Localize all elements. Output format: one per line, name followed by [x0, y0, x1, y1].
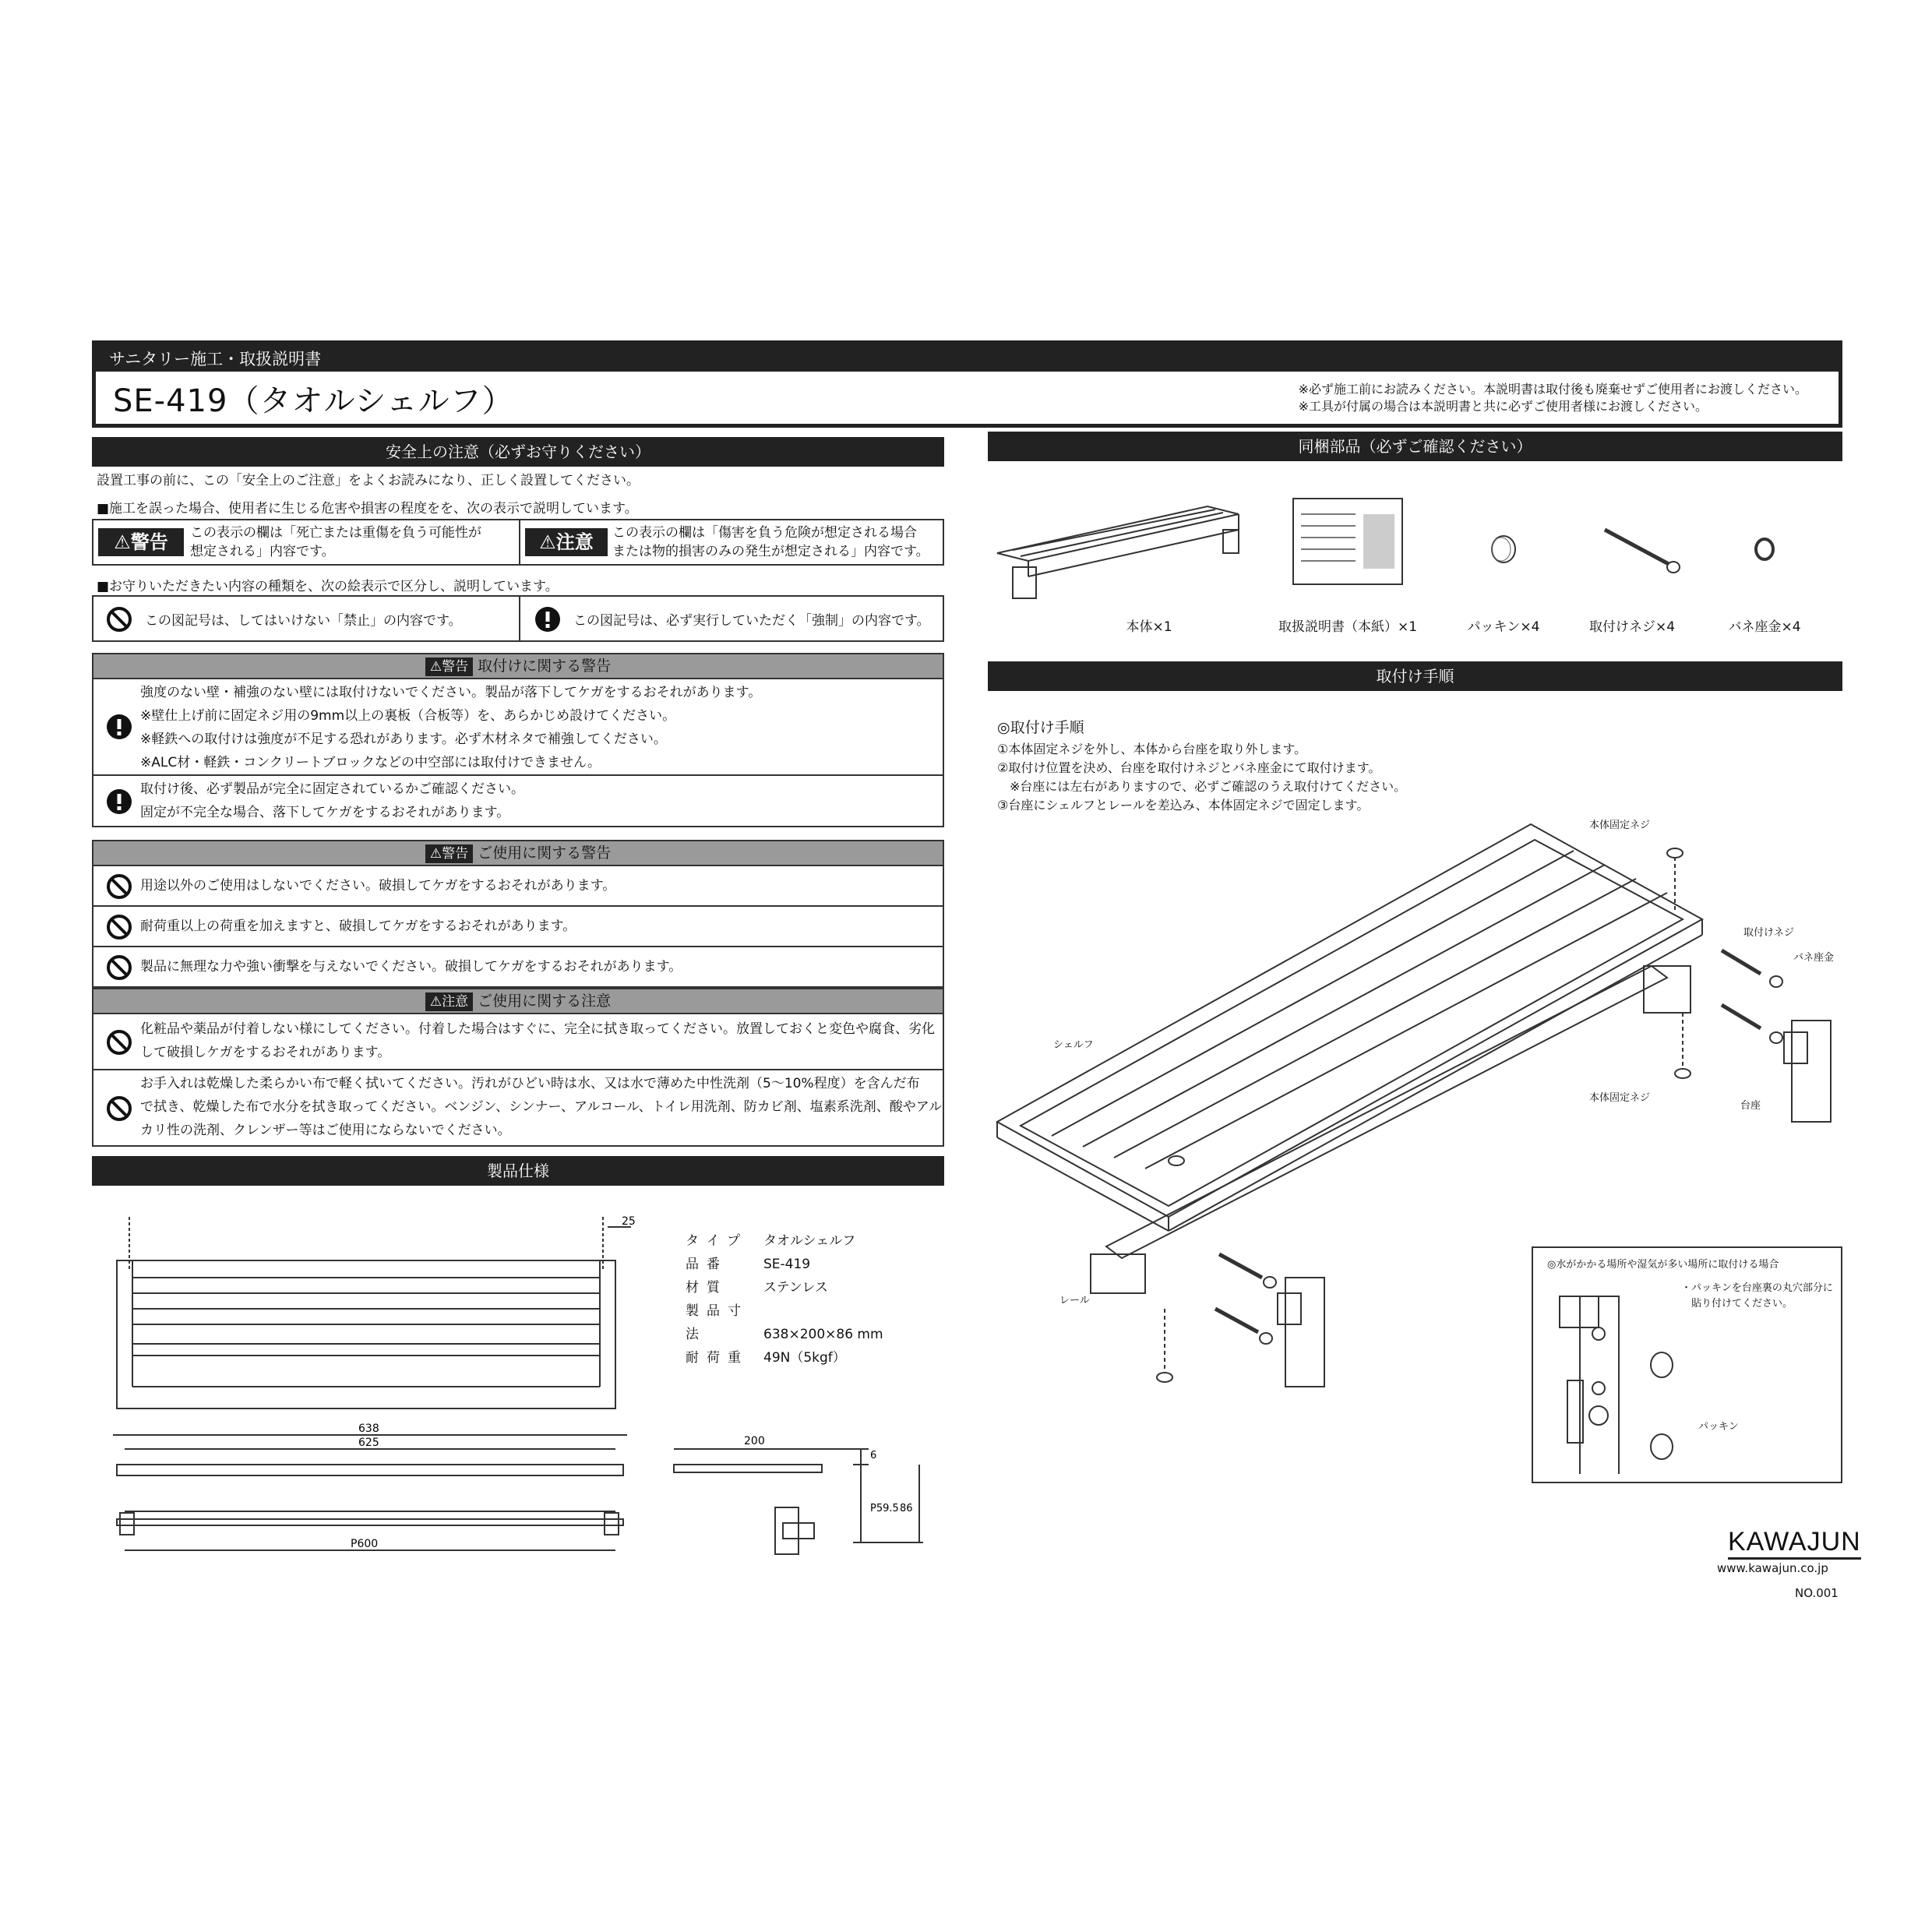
- use-caution-text-2: [140, 1072, 942, 1142]
- install-warning-row-1: [92, 679, 944, 776]
- caution-desc-line1: この表示の欄は「傷害を負う危険が想定される場合: [612, 525, 917, 541]
- text-line: 固定が不完全な場合、落下してケガをするおそれがあります。: [140, 805, 510, 820]
- brand-logo: KAWAJUN: [1728, 1527, 1861, 1560]
- text-line: 強度のない壁・補強のない壁には取付けないでください。製品が落下してケガをするおそれがあります。: [140, 685, 762, 700]
- label-mount-screw: 取付けネジ: [1743, 927, 1795, 939]
- prohibit-description: この図記号は、してはいけない「禁止」の内容です。: [145, 613, 462, 629]
- caution-description: [612, 524, 929, 561]
- use-warning-row-2: [92, 907, 944, 947]
- install-steps: [997, 718, 1406, 815]
- text-line: で拭き、乾燥した布で水分を拭き取ってください。ベンジン、シンナー、アルコール、トイレ用洗剤、防カビ剤、塩素系洗剤、酸やアル: [140, 1099, 943, 1115]
- install-warning-text-1: [140, 681, 761, 774]
- install-warning-title: 取付けに関する警告: [478, 658, 612, 675]
- spec-value: ステンレス: [763, 1280, 828, 1296]
- text-line: 化粧品や薬品が付着しない様にしてください。付着した場合はすぐに、完全に拭き取ってください。放置しておくと変色や腐食、劣化: [140, 1021, 935, 1037]
- install-step-2: ②取付け位置を決め、台座を取付けネジとバネ座金にて取付けます。: [997, 760, 1381, 775]
- part-body-illustration: [989, 499, 1246, 608]
- inset-line-3: 貼り付けてください。: [1681, 1298, 1793, 1310]
- prohibit-icon: [106, 954, 132, 981]
- dim-200: 200: [744, 1435, 765, 1447]
- part-label-body: 本体×1: [1126, 619, 1172, 635]
- inset-line-1: ◎水がかかる場所や湿気が多い場所に取付ける場合: [1547, 1259, 1779, 1271]
- use-warning-text-2: 耐荷重以上の荷重を加えますと、破損してケガをするおそれがあります。: [140, 918, 576, 934]
- prohibit-icon: [106, 914, 132, 940]
- spec-value: 638×200×86 mm: [763, 1327, 883, 1342]
- prohibit-icon: [106, 606, 132, 633]
- use-caution-heading: [92, 988, 944, 1014]
- text-line: ※壁仕上げ前に固定ネジ用の9mm以上の裏板（合板等）を、あらかじめ設けてください。: [140, 708, 676, 724]
- document-category-bar: [92, 340, 1842, 372]
- header-note-2: ※工具が付属の場合は本説明書と共に必ずご使用者様にお渡しください。: [1298, 399, 1708, 414]
- label-body-screw-top: 本体固定ネジ: [1589, 820, 1651, 831]
- text-line: ※ALC材・軽鉄・コンクリートブロックなどの中空部には取付けできません。: [140, 755, 601, 770]
- dim-6: 6: [870, 1450, 877, 1461]
- caution-label: ⚠注意: [525, 528, 608, 556]
- parts-heading: 同梱部品（必ずご確認ください）: [988, 432, 1842, 461]
- spec-key: 材質: [686, 1280, 728, 1296]
- dim-p600: P600: [351, 1538, 379, 1550]
- use-caution-text-1: [140, 1017, 935, 1064]
- spec-key: タイプ: [686, 1233, 749, 1249]
- use-warning-heading: [92, 840, 944, 866]
- dim-625: 625: [358, 1437, 379, 1449]
- text-line: 取付け後、必ず製品が完全に固定されているかご確認ください。: [140, 781, 524, 797]
- spec-key: 製品寸法: [686, 1303, 749, 1342]
- mount-screw-icon: [1597, 522, 1683, 576]
- install-warning-text-2: [140, 777, 524, 824]
- base-back-illustration: [1541, 1279, 1775, 1474]
- label-shelf: シェルフ: [1053, 1039, 1094, 1051]
- mandatory-description: この図記号は、必ず実行していただく「強制」の内容です。: [573, 613, 930, 629]
- use-warning-text-3: 製品に無理な力や強い衝撃を与えないでください。破損してケガをするおそれがあります。: [140, 959, 682, 975]
- label-rail: レール: [1059, 1295, 1090, 1306]
- install-step-1: ①本体固定ネジを外し、本体から台座を取り外します。: [997, 742, 1307, 756]
- dim-86: 86: [900, 1503, 913, 1514]
- use-warning-badge: ⚠警告: [425, 844, 473, 863]
- part-label-screw: 取付けネジ×4: [1588, 619, 1676, 635]
- spring-washer-icon: [1745, 530, 1784, 569]
- warning-description: [190, 524, 481, 561]
- use-warning-title: ご使用に関する警告: [478, 844, 612, 862]
- prohibit-icon: [106, 1095, 132, 1122]
- inset-line-2: ・パッキンを台座裏の丸穴部分に: [1681, 1282, 1833, 1294]
- spec-value: タオルシェルフ: [763, 1233, 856, 1249]
- document-number: NO.001: [1795, 1586, 1839, 1600]
- inset-packing-label: パッキン: [1698, 1421, 1739, 1433]
- text-line: お手入れは乾燥した柔らかい布で軽く拭いてください。汚れがひどい時は水、又は水で薄めた中性洗剤（5～10%程度）を含んだ布: [140, 1076, 920, 1091]
- spec-key: 品番: [686, 1257, 728, 1272]
- side-view-drawing: [666, 1433, 931, 1566]
- install-warning-row-2: [92, 776, 944, 827]
- dim-638: 638: [358, 1423, 379, 1435]
- safety-intro-1: 設置工事の前に、この「安全上のご注意」をよくお読みになり、正しく設置してください。: [97, 473, 640, 488]
- install-heading: 取付け手順: [988, 661, 1842, 691]
- use-warning-row-3: [92, 947, 944, 988]
- install-warning-heading: [92, 653, 944, 679]
- spec-drawings: [101, 1208, 647, 1574]
- spec-heading: 製品仕様: [92, 1156, 944, 1186]
- document-category: サニタリー施工・取扱説明書: [109, 350, 322, 368]
- install-title: ◎取付け手順: [997, 719, 1084, 736]
- brand-url: www.kawajun.co.jp: [1717, 1561, 1828, 1575]
- caution-desc-line2: または物的損害のみの発生が想定される」内容です。: [612, 544, 929, 559]
- spec-row: [686, 1276, 883, 1299]
- mandatory-icon: [106, 714, 132, 740]
- text-line: して破損しケガをするおそれがあります。: [140, 1045, 391, 1060]
- part-label-washer: バネ座金×4: [1728, 619, 1801, 635]
- front-view: [117, 1217, 631, 1408]
- text-line: ※軽鉄への取付けは強度が不足する恐れがあります。必ず木材ネタで補強してください。: [140, 732, 667, 747]
- label-body-screw-mid: 本体固定ネジ: [1589, 1092, 1651, 1104]
- packing-icon: [1484, 530, 1523, 569]
- spec-row: [686, 1346, 883, 1370]
- moisture-inset: [1532, 1246, 1842, 1483]
- warning-desc-line2: 想定される」内容です。: [190, 544, 335, 559]
- use-warning-text-1: 用途以外のご使用はしないでください。破損してケガをするおそれがあります。: [140, 878, 616, 894]
- text-line: カリ性の洗剤、クレンザー等はご使用にならないでください。: [140, 1123, 511, 1138]
- dim-p595: P59.5: [870, 1503, 899, 1514]
- safety-heading: 安全上の注意（必ずお守りください）: [92, 437, 944, 467]
- header-note-1: ※必ず施工前にお読みください。本説明書は取付後も廃棄せずご使用者にお渡しください。: [1298, 382, 1807, 397]
- use-caution-badge: ⚠注意: [425, 992, 473, 1011]
- use-caution-row-1: [92, 1014, 944, 1070]
- spec-row: [686, 1299, 883, 1346]
- part-label-packing: パッキン×4: [1467, 619, 1540, 635]
- spec-value: SE-419: [763, 1257, 811, 1272]
- header-notes: [1299, 381, 1807, 415]
- legend-box-symbols: [92, 595, 944, 642]
- safety-intro-3: ■お守りいただきたい内容の種類を、次の絵表示で区分し、説明しています。: [97, 579, 559, 594]
- spec-row: [686, 1253, 883, 1276]
- install-step-3: ③台座にシェルフとレールを差込み、本体固定ネジで固定します。: [997, 798, 1370, 813]
- model-title: SE-419（タオルシェルフ）: [113, 383, 514, 419]
- mandatory-icon: [534, 606, 561, 633]
- dim-25: 25: [622, 1215, 636, 1228]
- spec-value: 49N（5kgf）: [763, 1350, 846, 1366]
- warning-desc-line1: この表示の欄は「死亡または重傷を負う可能性が: [190, 525, 481, 541]
- bottom-view: [113, 1435, 627, 1550]
- prohibit-icon: [106, 873, 132, 900]
- prohibit-icon: [106, 1029, 132, 1056]
- warning-label: ⚠警告: [98, 528, 184, 556]
- use-warning-row-1: [92, 866, 944, 907]
- use-caution-title: ご使用に関する注意: [478, 992, 612, 1010]
- install-warning-badge: ⚠警告: [425, 658, 473, 676]
- part-manual-illustration: [1285, 491, 1410, 592]
- spec-table: [686, 1229, 883, 1370]
- label-base: 台座: [1740, 1100, 1761, 1112]
- title-box: [92, 372, 1842, 428]
- spec-key: 耐荷重: [686, 1350, 749, 1366]
- use-caution-row-2: [92, 1070, 944, 1147]
- label-spring-washer: バネ座金: [1793, 952, 1835, 964]
- part-label-manual: 取扱説明書（本紙）×1: [1278, 619, 1418, 635]
- spec-row: [686, 1229, 883, 1253]
- safety-intro-2: ■施工を誤った場合、使用者に生じる危害や損害の程度をを、次の表示で説明しています。: [97, 501, 638, 516]
- mandatory-icon: [106, 788, 132, 815]
- install-step-2-note: ※台座には左右がありますので、必ずご確認のうえ取付けてください。: [997, 779, 1407, 794]
- legend-box-severity: [92, 519, 944, 566]
